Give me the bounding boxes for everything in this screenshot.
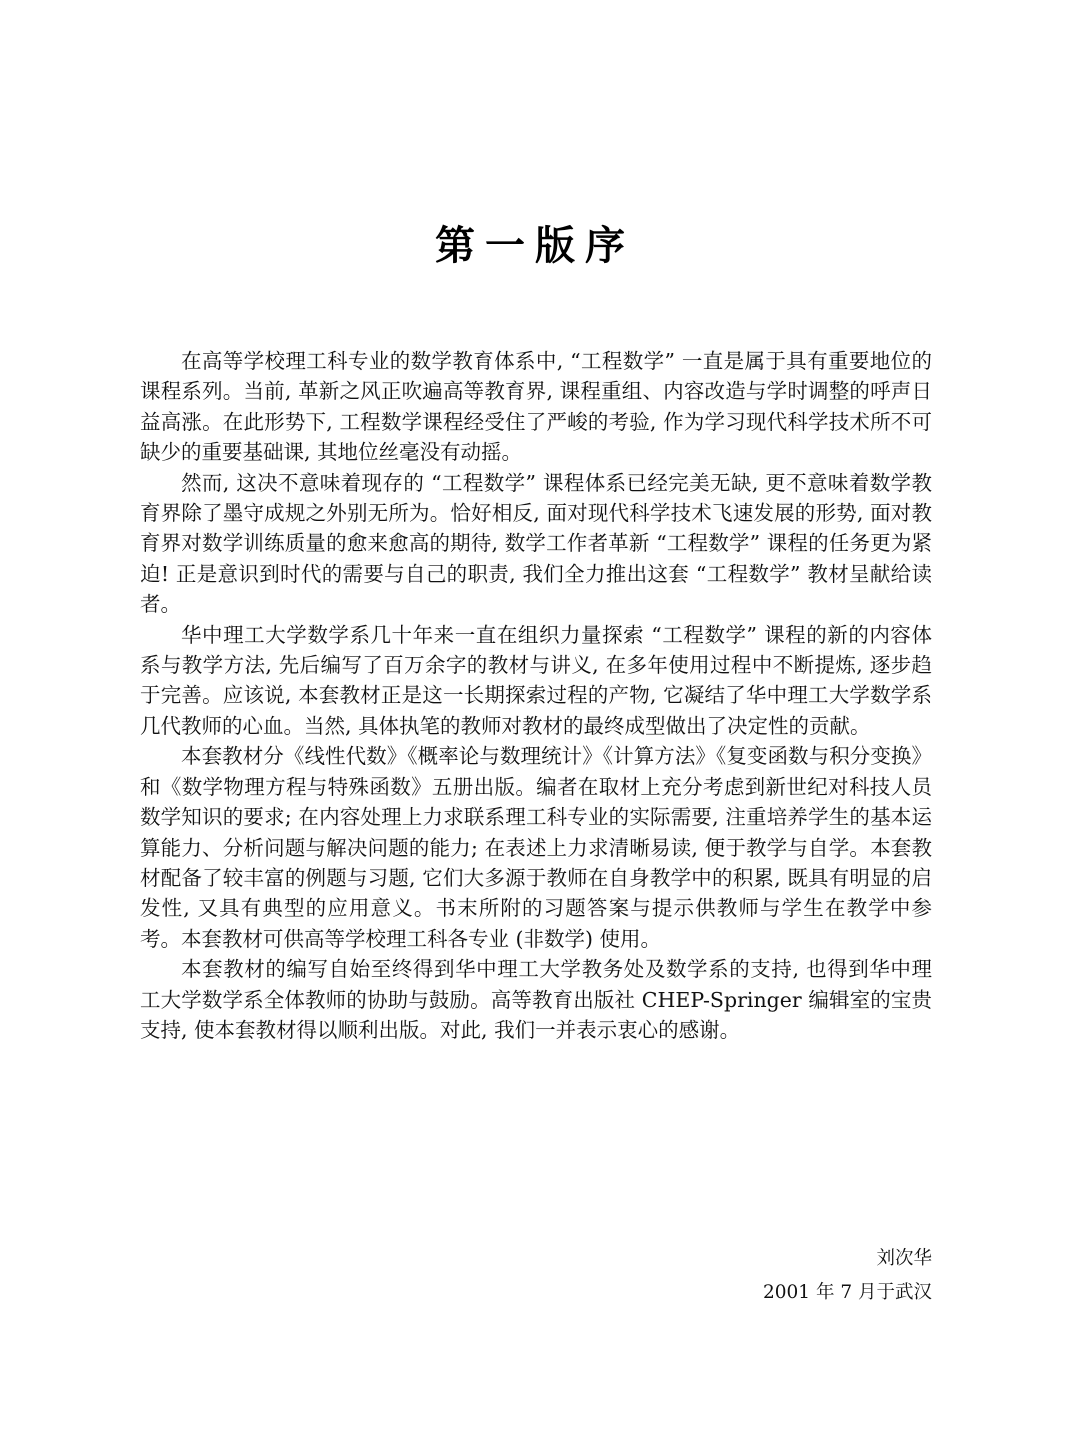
preface-body xyxy=(140,346,932,1045)
author-name: 刘次华 xyxy=(876,1248,932,1269)
paragraph-4: 本套教材分《线性代数》《概率论与数理统计》《计算方法》《复变函数与积分变换》和《数学物理方程与特殊函数》五册出版。编者在取材上充分考虑到新世纪对科技人员数学知识的要求; 在内容处理上力求联系理工科专业的实际需要, 注重培养学生的基本运算能力、分析问题与解决问题的能力; 在表述上力求清晰易读, 便于教学与自学。本套教材配备了较丰富的例题与习题, 它们大多源于教师在自身教学中的积累, 既具有明显的启发性, 又具有典型的应用意义。书末所附的习题答案与提示供教师与学生在教学中参考。本套教材可供高等学校理工科各专业 (非数学) 使用。 xyxy=(140,744,932,951)
paragraph-2: 然而, 这决不意味着现存的 “工程数学” 课程体系已经完美无缺, 更不意味着数学教育界除了墨守成规之外别无所为。恰好相反, 面对现代科学技术飞速发展的形势, 面对教育界对数学训练质量的愈来愈高的期待, 数学工作者革新 “工程数学” 课程的任务更为紧迫! 正是意识到时代的需要与自己的职责, 我们全力推出这套 “工程数学” 教材呈献给读者。 xyxy=(140,470,932,617)
date-place: 2001 年 7 月于武汉 xyxy=(763,1282,932,1303)
signature-block xyxy=(763,1242,932,1310)
paragraph-5: 本套教材的编写自始至终得到华中理工大学教务处及数学系的支持, 也得到华中理工大学数学系全体教师的协助与鼓励。高等教育出版社 CHEP-Springer 编辑室的宝贵支持, 使本套教材得以顺利出版。对此, 我们一并表示衷心的感谢。 xyxy=(140,957,932,1042)
page-title: 第一版序 xyxy=(435,223,635,269)
paragraph-1: 在高等学校理工科专业的数学教育体系中, “工程数学” 一直是属于具有重要地位的课程系列。当前, 革新之风正吹遍高等教育界, 课程重组、内容改造与学时调整的呼声日益高涨。在此形势下, 工程数学课程经受住了严峻的考验, 作为学习现代科学技术所不可缺少的重要基础课, 其地位丝毫没有动摇。 xyxy=(140,349,932,465)
paragraph-3: 华中理工大学数学系几十年来一直在组织力量探索 “工程数学” 课程的新的内容体系与教学方法, 先后编写了百万余字的教材与讲义, 在多年使用过程中不断提炼, 逐步趋于完善。应该说, 本套教材正是这一长期探索过程的产物, 它凝结了华中理工大学数学系几代教师的心血。当然, 具体执笔的教师对教材的最终成型做出了决定性的贡献。 xyxy=(140,622,932,738)
